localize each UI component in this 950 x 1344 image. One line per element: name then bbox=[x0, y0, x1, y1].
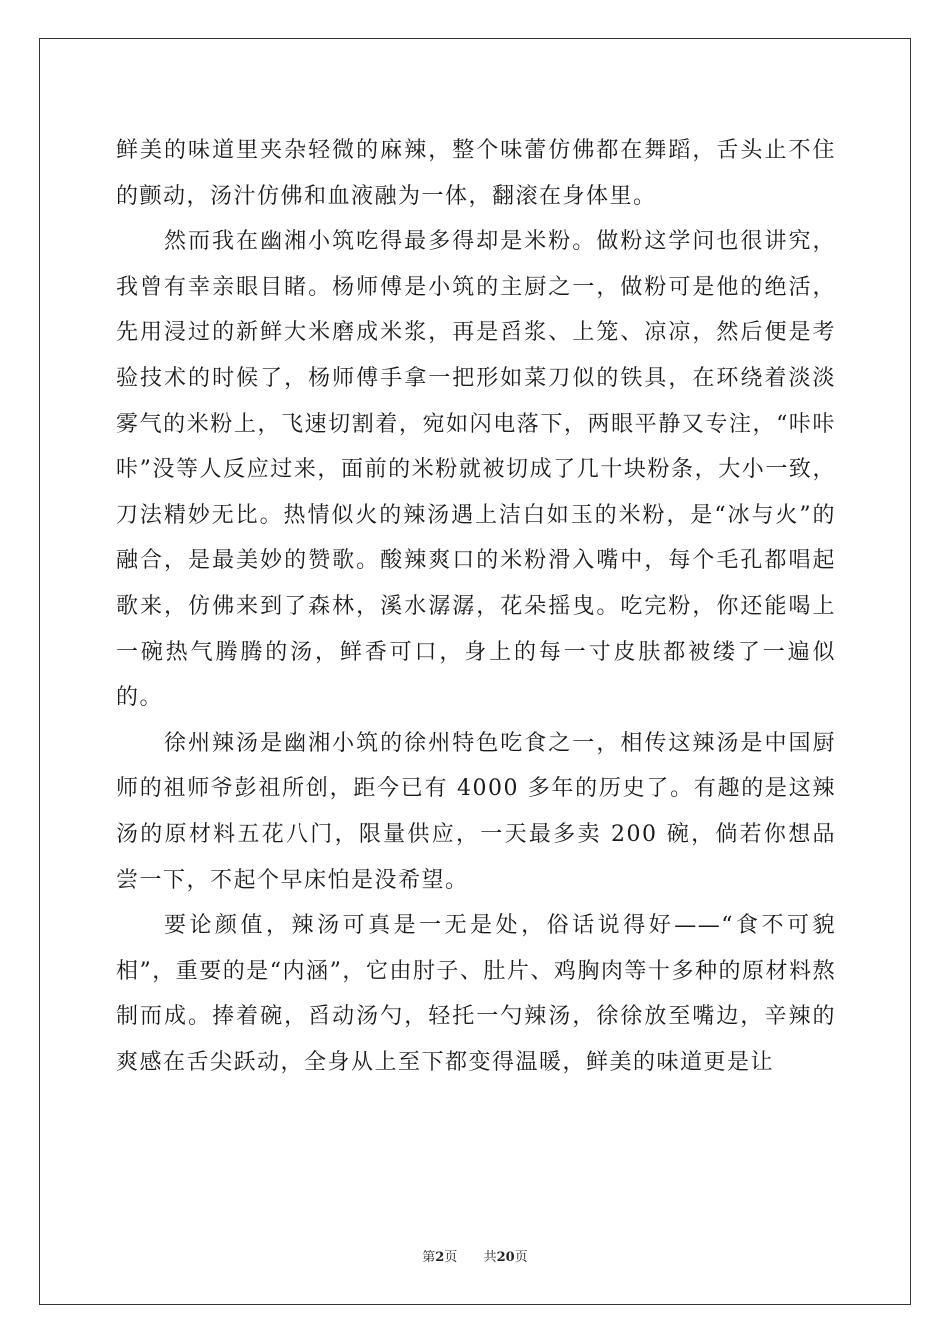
page-suffix: 页 bbox=[444, 1250, 458, 1265]
paragraph-4: 要论颜值，辣汤可真是一无是处，俗话说得好——“食不可貌相”，重要的是“内涵”，它由肘子、肚片、鸡胸肉等十多种的原材料熬制而成。捧着碗，舀动汤勺，轻托一勺辣汤，徐徐放至嘴边，辛辣的爽感在舌尖跃动，全身从上至下都变得温暖，鲜美的味道更是让 bbox=[116, 913, 836, 1075]
page-prefix: 第 bbox=[422, 1250, 436, 1265]
page-number-label bbox=[422, 1250, 461, 1265]
page-current: 2 bbox=[435, 1250, 445, 1265]
paragraph-3: 徐州辣汤是幽湘小筑的徐州特色吃食之一，相传这辣汤是中国厨师的祖师爷彭祖所创，距今已有 4000 多年的历史了。有趣的是这辣汤的原材料五花八门，限量供应，一天最多卖 200 碗，倘若你想品尝一下，不起个早床怕是没希望。 bbox=[116, 730, 836, 893]
total-suffix: 页 bbox=[514, 1250, 528, 1265]
page-total: 20 bbox=[496, 1250, 515, 1265]
body-text bbox=[116, 128, 836, 1085]
page-footer bbox=[0, 1246, 950, 1265]
total-prefix: 共 bbox=[483, 1250, 497, 1265]
page-total-label bbox=[484, 1250, 528, 1265]
paragraph-2: 然而我在幽湘小筑吃得最多得却是米粉。做粉这学问也很讲究，我曾有幸亲眼目睹。杨师傅是小筑的主厨之一，做粉可是他的绝活，先用浸过的新鲜大米磨成米浆，再是舀浆、上笼、凉凉，然后便是考验技术的时候了，杨师傅手拿一把形如菜刀似的铁具，在环绕着淡淡雾气的米粉上，飞速切割着，宛如闪电落下，两眼平静又专注，“咔咔咔”没等人反应过来，面前的米粉就被切成了几十块粉条，大小一致，刀法精妙无比。热情似火的辣汤遇上洁白如玉的米粉，是“冰与火”的融合，是最美妙的赞歌。酸辣爽口的米粉滑入嘴中，每个毛孔都唱起歌来，仿佛来到了森林，溪水潺潺，花朵摇曳。吃完粉，你还能喝上一碗热气腾腾的汤，鲜香可口，身上的每一寸皮肤都被缕了一遍似的。 bbox=[116, 229, 836, 711]
paragraph-1: 鲜美的味道里夹杂轻微的麻辣，整个味蕾仿佛都在舞蹈，舌头止不住的颤动，汤汁仿佛和血液融为一体，翻滚在身体里。 bbox=[116, 138, 836, 209]
